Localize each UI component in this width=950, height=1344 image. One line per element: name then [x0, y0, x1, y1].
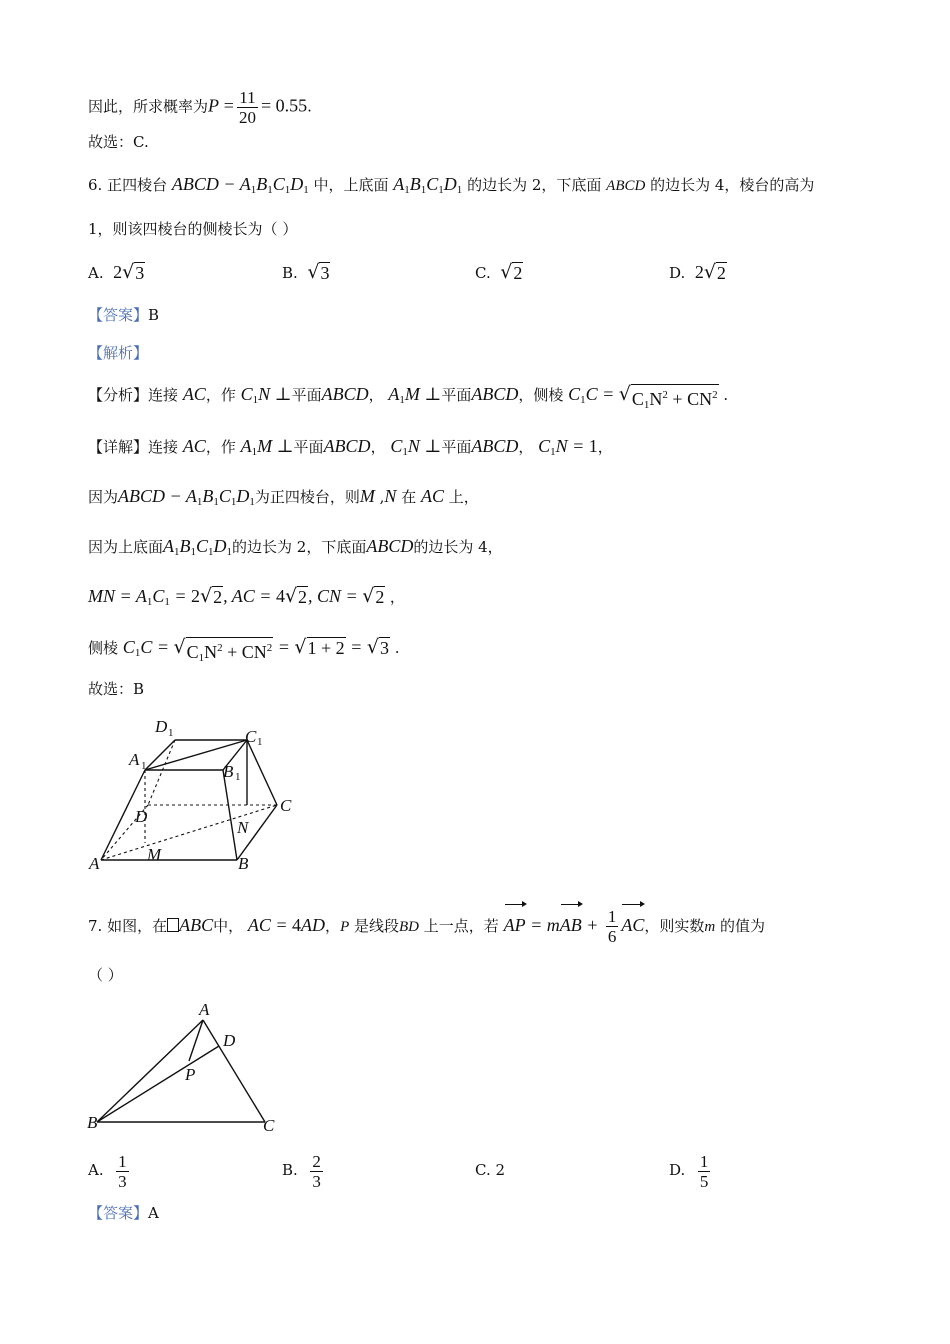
- q6-number: 6. 正四棱台: [88, 176, 168, 194]
- label-a: A: [89, 854, 100, 873]
- q7-option-d: [669, 1150, 713, 1191]
- vector-equation: AP = mAB + $\frac{1}{6}$ AC: [504, 915, 645, 935]
- text: 平面: [293, 438, 324, 456]
- expr-abcd: ABCD: [471, 436, 519, 456]
- q6-text-c: 的边长为 2，下底面: [467, 176, 602, 194]
- xiangjie-line4: MN = $A_1C_1 = 2$ √ 2 , AC = 4 √ 2 , CN = √ 2 ，: [88, 585, 405, 608]
- expr-ac: AC: [421, 486, 445, 506]
- option-fraction: $\frac{1}{5}$: [699, 1151, 709, 1191]
- expr-abcd: ABCD: [323, 436, 371, 456]
- option-label: B.: [282, 264, 298, 282]
- text: 中，: [213, 917, 244, 935]
- q7-line1: [88, 903, 765, 946]
- triangle-name: ABC: [179, 915, 214, 935]
- sqrt-symbol: √ $C_1N^2 + CN^2$: [619, 384, 719, 415]
- frac-num: 11: [239, 88, 256, 107]
- probability-lead: 因此，所求概率为: [88, 97, 209, 116]
- equals-sign: =: [223, 95, 234, 116]
- var-p: P: [208, 95, 220, 116]
- q6-text-d: 的边长为 4，棱台的高为: [650, 176, 815, 194]
- expr-a1m: $A_1M$ ⊥: [388, 384, 442, 406]
- text: 侧棱: [88, 639, 119, 657]
- option-label: D.: [669, 264, 686, 282]
- expr-abcd: ABCD: [471, 384, 519, 404]
- top-face: $A_1B_1C_1D_1$: [393, 174, 463, 196]
- label-b: B: [87, 1113, 98, 1132]
- text: ，侧棱: [518, 386, 564, 404]
- label-b1: B: [223, 762, 234, 781]
- bottom-face: ABCD: [606, 178, 646, 194]
- frustum-figure: [85, 712, 305, 877]
- label-d: D: [135, 807, 148, 826]
- probability-line: [88, 88, 312, 127]
- frustum-name: ABCD − $A_1B_1C_1D_1$: [118, 486, 255, 508]
- var-p: P: [340, 919, 350, 935]
- xiangjie-tag: 【详解】: [88, 438, 149, 456]
- label-c1: C: [245, 727, 257, 746]
- xiangjie-line1: 【详解】连接 AC，作 $A_1M$ ⊥平面ABCD， $C_1N$ ⊥平面ABCD， $C_1N = 1$，: [88, 436, 613, 458]
- text: ，作: [205, 386, 236, 404]
- text: ，: [368, 386, 384, 404]
- text: 平面: [291, 386, 322, 404]
- triangle-figure: [85, 998, 285, 1138]
- option-coef: 2: [113, 262, 123, 282]
- text: 连接: [148, 386, 179, 404]
- option-label: A.: [88, 264, 104, 282]
- expr-c1n: $C_1N$ ⊥: [390, 436, 442, 458]
- label-c: C: [280, 796, 292, 815]
- fenxi-line: 【分析】连接 AC，作 $C_1N$ ⊥平面ABCD， $A_1M$ ⊥平面ABCD，侧棱 $C_1C$ = √ $C_1N^2 + CN^2$ .: [88, 384, 728, 415]
- option-label: D.: [669, 1161, 686, 1179]
- label-a: A: [199, 1000, 210, 1019]
- fenxi-tag: 【分析】: [88, 386, 149, 404]
- answer-value: A: [148, 1204, 159, 1222]
- label-a1-sub: 1: [141, 760, 147, 772]
- text: ，: [518, 438, 534, 456]
- sqrt-symbol: √ 2: [703, 261, 726, 283]
- expr-edge: $C_1C$ =: [568, 384, 619, 406]
- text: ，: [325, 917, 341, 935]
- q7-option-b: [282, 1150, 326, 1191]
- q6-option-b: [282, 262, 330, 283]
- seg-bd: BD: [399, 919, 420, 935]
- text: 因为: [88, 488, 119, 506]
- sqrt-symbol: √ 3: [122, 261, 145, 283]
- expr-n: N: [384, 486, 397, 506]
- bottom-face: ABCD: [366, 536, 414, 556]
- q7-answer: [88, 1203, 159, 1223]
- answer-tag: 【答案】: [88, 1204, 149, 1222]
- label-b: B: [238, 854, 249, 873]
- frustum-name: ABCD − $A_1B_1C_1D_1$: [171, 174, 309, 196]
- label-c1-sub: 1: [257, 736, 263, 748]
- frac-den: 20: [238, 108, 256, 127]
- q6-line1: [88, 174, 814, 200]
- sqrt-symbol: √ 2: [500, 261, 523, 283]
- expr-ac-4ad: AC = 4AD: [247, 915, 326, 935]
- expr-ac: AC: [182, 384, 206, 404]
- xiangjie-line2: 因为ABCD − $A_1B_1C_1D_1$为正四棱台，则M ,N 在 AC 上，: [88, 486, 479, 508]
- period: .: [307, 97, 312, 116]
- q6-option-d: [669, 262, 727, 283]
- label-a1: A: [129, 750, 140, 769]
- text: ，则实数: [644, 917, 705, 935]
- text: 平面: [441, 386, 472, 404]
- xiangjie-line3: [88, 536, 503, 562]
- label-d1: D: [155, 717, 168, 736]
- answer-value: B: [148, 306, 160, 324]
- text: 平面: [441, 438, 472, 456]
- top-face: $A_1B_1C_1D_1$: [163, 536, 233, 558]
- expr-c1n: $C_1N$ ⊥: [240, 384, 292, 406]
- answer-tag: 【答案】: [88, 306, 149, 324]
- choose-c: 故选：C.: [88, 133, 149, 151]
- fraction-11-20: [237, 88, 258, 127]
- sqrt-symbol: √ 3: [307, 261, 330, 283]
- text: 连接: [148, 438, 179, 456]
- q6-option-a: [88, 262, 145, 283]
- var-m: m: [704, 919, 716, 935]
- text: 在: [401, 488, 417, 506]
- triangle-symbol: [167, 918, 179, 932]
- label-d1-sub: 1: [168, 727, 174, 739]
- q6-answer: [88, 305, 159, 325]
- text: 上一点，若: [419, 917, 499, 935]
- label-b1-sub: 1: [235, 771, 241, 783]
- q7-paren: （ ）: [88, 966, 123, 984]
- label-n: N: [237, 818, 249, 837]
- label-c: C: [263, 1116, 275, 1135]
- expr-edge-result: $C_1C$ = √ $C_1N^2 + CN^2$ = √ 1 + 2 = √ 3: [123, 637, 390, 657]
- label-m: M: [147, 845, 162, 864]
- option-fraction: $\frac{2}{3}$: [312, 1151, 321, 1191]
- expr-c1n-eq: $C_1N = 1$: [538, 436, 598, 458]
- q7-option-a: [88, 1150, 132, 1191]
- q6-option-c: [475, 262, 523, 283]
- label-d: D: [223, 1031, 236, 1050]
- text: 因为上底面: [88, 538, 164, 556]
- q7-number: 7. 如图，在: [88, 917, 168, 935]
- text: 为正四棱台，则: [254, 488, 360, 506]
- option-label: B.: [282, 1161, 298, 1179]
- text: ，: [370, 438, 386, 456]
- probability-value: = 0.55: [260, 95, 308, 116]
- expr-mn: M: [359, 486, 375, 506]
- analysis-tag: 【解析】: [88, 344, 149, 362]
- text: 是线段: [349, 917, 400, 935]
- option-label: A.: [88, 1161, 104, 1179]
- text: ，作: [205, 438, 236, 456]
- q6-line2: 1，则该四棱台的侧棱长为（ ）: [88, 220, 298, 238]
- expr-abcd: ABCD: [321, 384, 369, 404]
- label-p: P: [185, 1065, 196, 1084]
- option-fraction: $\frac{1}{3}$: [118, 1151, 127, 1191]
- q6-text-b: 中，上底面: [313, 176, 389, 194]
- choose-b: 故选：B: [88, 680, 145, 698]
- option-coef: 2: [694, 262, 704, 282]
- text: 上，: [448, 488, 479, 506]
- expr-a1m: $A_1M$ ⊥: [240, 436, 294, 458]
- option-label: C.: [475, 264, 491, 282]
- text: 的边长为 4，: [413, 538, 503, 556]
- expr-ac: AC: [182, 436, 206, 456]
- text: 的边长为 2，下底面: [232, 538, 367, 556]
- text: 的值为: [715, 917, 766, 935]
- q7-option-c: C. 2: [475, 1161, 506, 1179]
- xiangjie-line5: 侧棱 $C_1C$ = √ $C_1N^2 + CN^2$ = √ 1 + 2 = √ 3 .: [88, 637, 399, 668]
